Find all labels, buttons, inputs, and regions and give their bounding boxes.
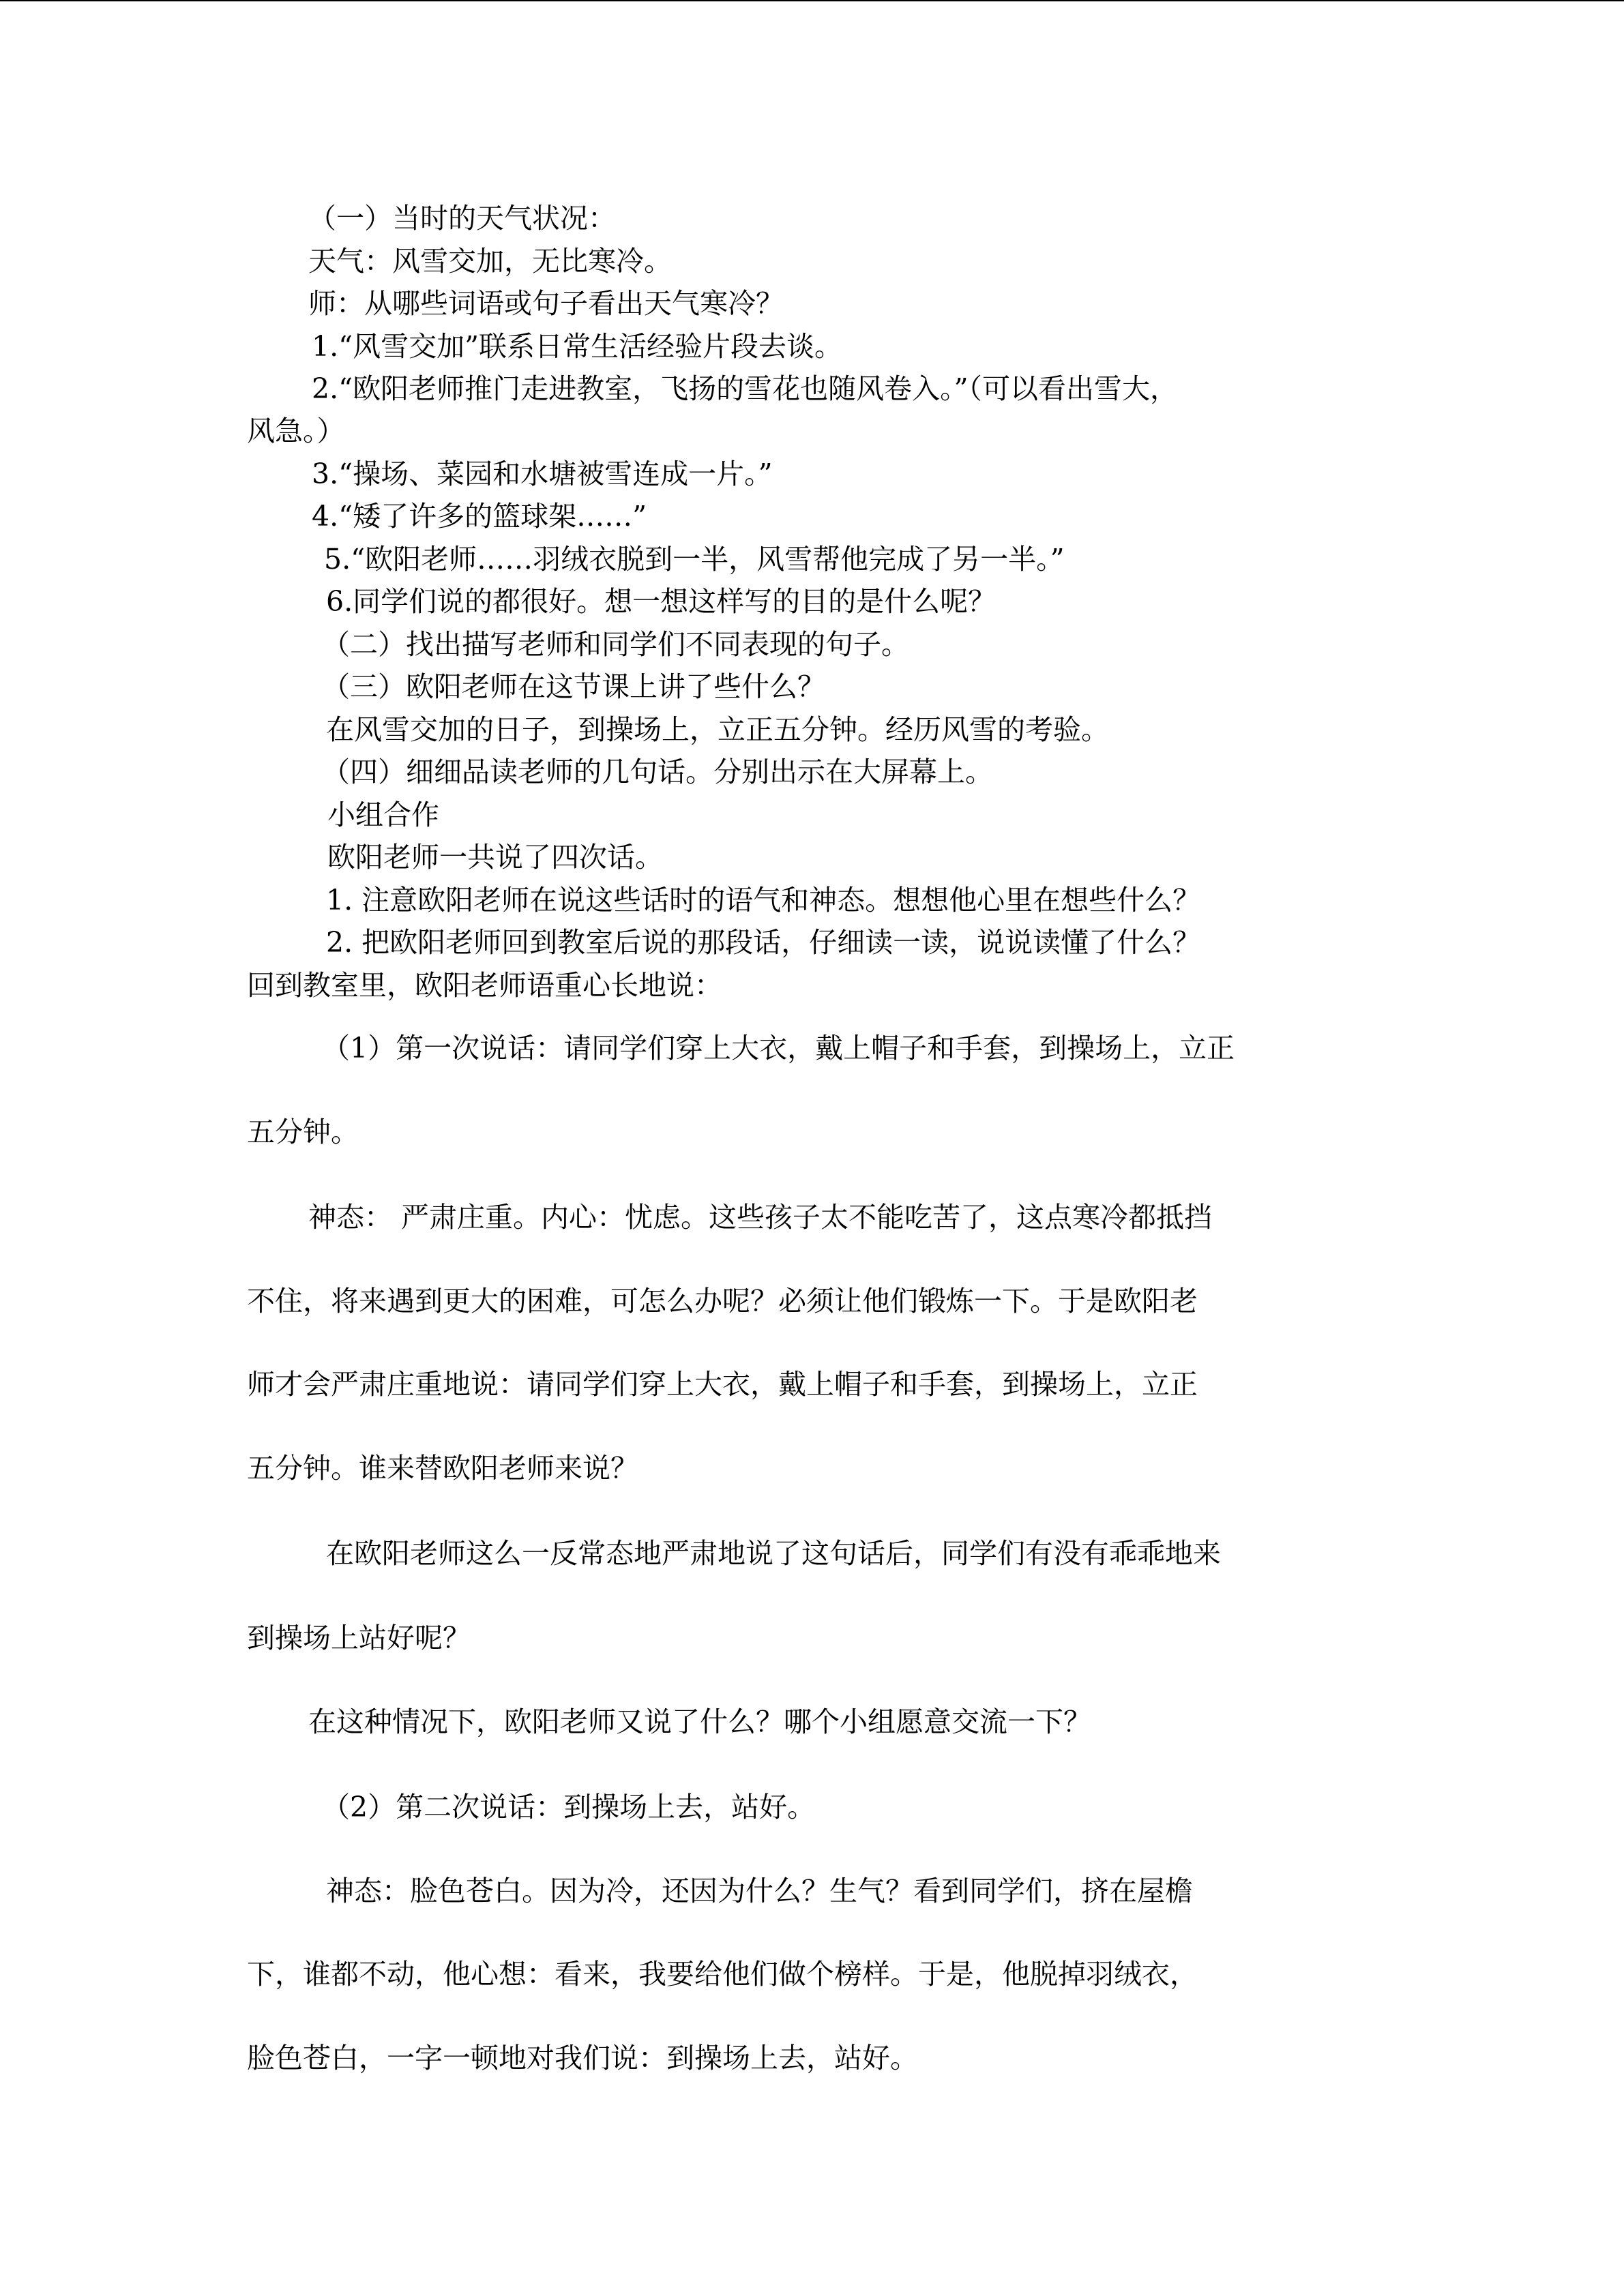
text-line: 2.“欧阳老师推门走进教室，飞扬的雪花也随风卷入。”（可以看出雪大，	[312, 372, 1179, 405]
text-line: 师才会严肃庄重地说：请同学们穿上大衣，戴上帽子和手套，到操场上，立正	[247, 1368, 1198, 1401]
text-line: 天气：风雪交加，无比寒冷。	[308, 245, 672, 278]
text-line: 脸色苍白，一字一顿地对我们说：到操场上去，站好。	[247, 2042, 918, 2074]
text-line: 风急。）	[247, 415, 345, 447]
text-line: 五分钟。	[247, 1116, 359, 1148]
text-line: 神态： 严肃庄重。内心：忧虑。这些孩子太不能吃苦了，这点寒冷都抵挡	[308, 1201, 1213, 1234]
text-line: 五分钟。谁来替欧阳老师来说？	[247, 1452, 638, 1485]
text-line: 欧阳老师一共说了四次话。	[327, 841, 663, 874]
text-line: 5.“欧阳老师……羽绒衣脱到一半，风雪帮他完成了另一半。”	[324, 543, 1065, 576]
text-line: 3.“操场、菜园和水塘被雪连成一片。”	[312, 458, 773, 490]
text-line: 下，谁都不动，他心想：看来，我要给他们做个榜样。于是，他脱掉羽绒衣，	[247, 1958, 1198, 1991]
text-line: 6.同学们说的都很好。想一想这样写的目的是什么呢？	[326, 585, 996, 618]
text-line: 到操场上站好呢？	[247, 1622, 471, 1654]
text-line: 回到教室里，欧阳老师语重心长地说：	[247, 969, 722, 1002]
text-line: 在这种情况下，欧阳老师又说了什么？哪个小组愿意交流一下？	[308, 1705, 1091, 1738]
text-line: 不住，将来遇到更大的困难，可怎么办呢？必须让他们锻炼一下。于是欧阳老	[247, 1285, 1198, 1317]
text-line: 1.“风雪交加”联系日常生活经验片段去谈。	[312, 330, 843, 363]
text-line: （1）第一次说话：请同学们穿上大衣，戴上帽子和手套，到操场上，立正	[322, 1032, 1235, 1064]
text-line: 师：从哪些词语或句子看出天气寒冷？	[308, 287, 784, 320]
text-line: （二）找出描写老师和同学们不同表现的句子。	[322, 628, 909, 661]
text-line: 2. 把欧阳老师回到教室后说的那段话，仔细读一读，说说读懂了什么？	[326, 926, 1201, 959]
text-line: 在欧阳老师这么一反常态地严肃地说了这句话后，同学们有没有乖乖地来	[326, 1537, 1221, 1570]
text-line: （三）欧阳老师在这节课上讲了些什么？	[322, 670, 825, 703]
text-line: 神态：脸色苍白。因为冷，还因为什么？生气？看到同学们，挤在屋檐	[326, 1875, 1193, 1907]
text-line: 在风雪交加的日子，到操场上，立正五分钟。经历风雪的考验。	[326, 713, 1109, 746]
text-line: （一）当时的天气状况：	[308, 202, 616, 235]
text-line: 小组合作	[327, 799, 439, 831]
text-line: （2）第二次说话：到操场上去，站好。	[322, 1791, 816, 1823]
text-line: 4.“矮了许多的篮球架……”	[312, 500, 647, 533]
text-line: 1. 注意欧阳老师在说这些话时的语气和神态。想想他心里在想些什么？	[326, 884, 1201, 916]
text-line: （四）细细品读老师的几句话。分别出示在大屏幕上。	[322, 756, 993, 788]
